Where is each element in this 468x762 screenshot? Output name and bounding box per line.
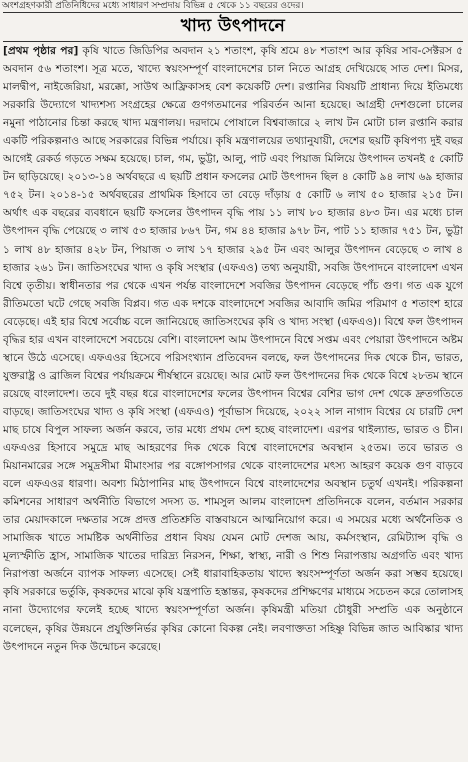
article-headline: খাদ্য উৎপাদনে — [180, 16, 286, 36]
article-body — [3, 42, 463, 760]
headline-box — [3, 12, 463, 42]
previous-article-fragment: অংশগ্রহণকারী প্রতিনিধিদের মধ্যে সাধারণ সম্প্রদায় বিভিন্ন ৫ থেকে ১১ বছরের ওদের। — [2, 1, 304, 11]
continuation-reference: [প্রথম পৃষ্ঠার পর] — [3, 45, 79, 57]
article-body-text: কৃষি খাতে জিডিপির অবদান ২১ শতাংশ, কৃষি শ্রমে ৪৮ শতাংশ আর কৃষির সাব-সেক্টরস ৫ অবদান ৫৬ শতাংশ। সূত্র মতে, খাদ্যে স্বয়ংসম্পূর্ণ বাংলাদেশের চাল নিতে আগ্রহ দেখিয়েছে সাত দেশ। মিসর, মালদ্বীপ, নাইজেরিয়া, মরক্কো, সাউথ আফ্রিকাসহ বেশ কয়েকটি দেশ। রপ্তানির বিষয়টি প্রাধান্য দিয়ে ইতিমধ্যে সরকারি উদ্যোগে খাদ্যশস্য সংগ্রহের ক্ষেত্রে গুণগতমানের পরিবর্তন আনা হয়েছে। আগ্রহী দেশগুলো চালের নমুনা পাঠানোর চিন্তা করছে খাদ্য মন্ত্রণালয়। দরদামে পোষালে বিশ্ববাজারে ২ লাখ টন মোটা চাল রপ্তানি করার একটি পরিকল্পনাও আছে সরকারের বিভিন্ন পর্যায়ে। কৃষি মন্ত্রণালয়ের তথ্যানুযায়ী, দেশের ছয়টি কৃষিপণ্য দুই বছর আগেই রেকর্ড গড়তে সক্ষম হয়েছে। চাল, গম, ভুট্টা, আলু, পাট এবং পিয়াজ মিলিয়ে উৎপাদন তখনই ৫ কোটি টন ছাড়িয়েছে। ২০১৩-১৪ অর্থবছরে এ ছয়টি প্রধান ফসলের মোট উৎপাদন ছিল ৪ কোটি ৯৪ লাখ ৬৯ হাজার ৭৫২ টন। ২০১৪-১৫ অর্থবছরের প্রাথমিক হিসাবে তা বেড়ে দাঁড়ায় ৫ কোটি ৬ লাখ ৫০ হাজার ২১৫ টন। অর্থাৎ এক বছরের ব্যবধানে ছয়টি ফসলের উৎপাদন বৃদ্ধি পায় ১১ লাখ ৮০ হাজার ৪৮৩ টন। এর মধ্যে চাল উৎপাদন বৃদ্ধি পেয়েছে ৩ লাখ ৫৩ হাজার ৮৬৭ টন, গম ৪৪ হাজার ৯৭৮ টন, পাট ১১ হাজার ৭৫১ টন, ভুট্টা ১ লাখ ৪৮ হাজার ৪২৮ টন, পিয়াজ ৩ লাখ ১৭ হাজার ২৯৫ টন এবং আলুর উৎপাদন বেড়েছে ৩ লাখ ৪ হাজার ২৬১ টন। জাতিসংঘের খাদ্য ও কৃষি সংস্থার (এফএও) তথ্য অনুযায়ী, সবজি উৎপাদনে বাংলাদেশ এখন বিশ্বে তৃতীয়। স্বাধীনতার পর থেকে এখন পর্যন্ত বাংলাদেশে সবজির উৎপাদন বেড়েছে পাঁচ গুণ। গত এক যুগে রীতিমতো ঘটে গেছে সবজি বিপ্লব। গত এক দশকে বাংলাদেশে সবজির আবাদি জমির পরিমাণ ৫ শতাংশ হারে বেড়েছে। এই হার বিশ্বে সর্বোচ্চ বলে জানিয়েছে জাতিসংঘের কৃষি ও খাদ্য সংস্থা (এফএও)। বিশ্বে ফল উৎপাদন বৃদ্ধির হার এখন বাংলাদেশে সবচেয়ে বেশি। বাংলাদেশ আম উৎপাদনে বিশ্বে সপ্তম এবং পেয়ারা উৎপাদনে অষ্টম স্থানে উঠে এসেছে। এফএওর হিসেবে পরিসংখ্যান প্রতিবেদন বলছে, ফল উৎপাদনের দিক থেকে চীন, ভারত, যুক্তরাষ্ট্র ও ব্রাজিল বিশ্বের পর্যায়ক্রমে শীর্ষস্থানে রয়েছে। আর মোট ফল উৎপাদনের দিক থেকে বিশ্বে ২৮তম স্থানে রয়েছে বাংলাদেশ। তবে দুই বছর ধরে বাংলাদেশের ফলের উৎপাদন বিশ্বের বেশির ভাগ দেশ থেকে দ্রুতগতিতে বাড়ছে। জাতিসংঘের খাদ্য ও কৃষি সংস্থা (এফএও) পূর্বাভাস দিয়েছে, ২০২২ সাল নাগাদ বিশ্বের যে চারটি দেশ মাছ চাষে বিপুল সাফল্য অর্জন করবে, তার মধ্যে প্রথম দেশ হচ্ছে বাংলাদেশ। এরপর থাইল্যান্ড, ভারত ও চীন। এফএওর হিসাবে সমুদ্রে মাছ আহরণের দিক থেকে বিশ্বে বাংলাদেশের অবস্থান ২৫তম। তবে ভারত ও মিয়ানমারের সঙ্গে সমুদ্রসীমা মীমাংসার পর বঙ্গোপসাগর থেকে বাংলাদেশের মৎস্য আহরণ কয়েক গুণ বাড়বে বলে এফএওর ধারণা। অবশ্য মিঠাপানির মাছ উৎপাদনে বিশ্বে বাংলাদেশের অবস্থান চতুর্থ এখনই। পরিকল্পনা কমিশনের সাধারণ অর্থনীতি বিভাগে সদস্য ড. শামসুল আলম বাংলাদেশ প্রতিদিনকে বলেন, বর্তমান সরকার তার মেয়াদকালে দক্ষতার সঙ্গে প্রদত্ত প্রতিশ্রুতি বাস্তবায়নে আত্মনিয়োগ করে। এ সময়ের মধ্যে অর্থনৈতিক ও সামাজিক খাতে সামষ্টিক অর্থনীতির প্রধান বিষয় যেমন মোট দেশজ আয়, কর্মসংস্থান, রেমিট্যান্স বৃদ্ধি ও মূল্যস্ফীতি হ্রাস, সামাজিক খাতের দারিদ্র্য নিরসন, শিক্ষা, স্বাস্থ্য, নারী ও শিশু নিরাপত্তায় অগ্রগতি এবং খাদ্য নিরাপত্তা অর্জনে ব্যাপক সাফল্য এসেছে। সেই ধারাবাহিকতায় খাদ্যে স্বয়ংসম্পূর্ণতা অর্জন করা সম্ভব হয়েছে। কৃষি সরকারে ভর্তুকি, কৃষকদের মাঝে কৃষি যন্ত্রপাতি হস্তান্তর, কৃষকদের প্রশিক্ষণের মাধ্যমে সচেতন করে তোলাসহ নানা উদ্যোগের ফলেই হচ্ছে খাদ্যে স্বয়ংসম্পূর্ণতা অর্জন। কৃষিমন্ত্রী মতিয়া চৌধুরী সম্প্রতি এক অনুষ্ঠানে বলেছেন, কৃষির উন্নয়নে প্রযুক্তিনির্ভর কৃষির কোনো বিকল্প নেই। লবণাক্ততা সহিষ্ণু বিভিন্ন জাত আবিষ্কার খাদ্য উৎপাদনে নতুন দিক উন্মোচন করেছে। — [3, 45, 463, 653]
